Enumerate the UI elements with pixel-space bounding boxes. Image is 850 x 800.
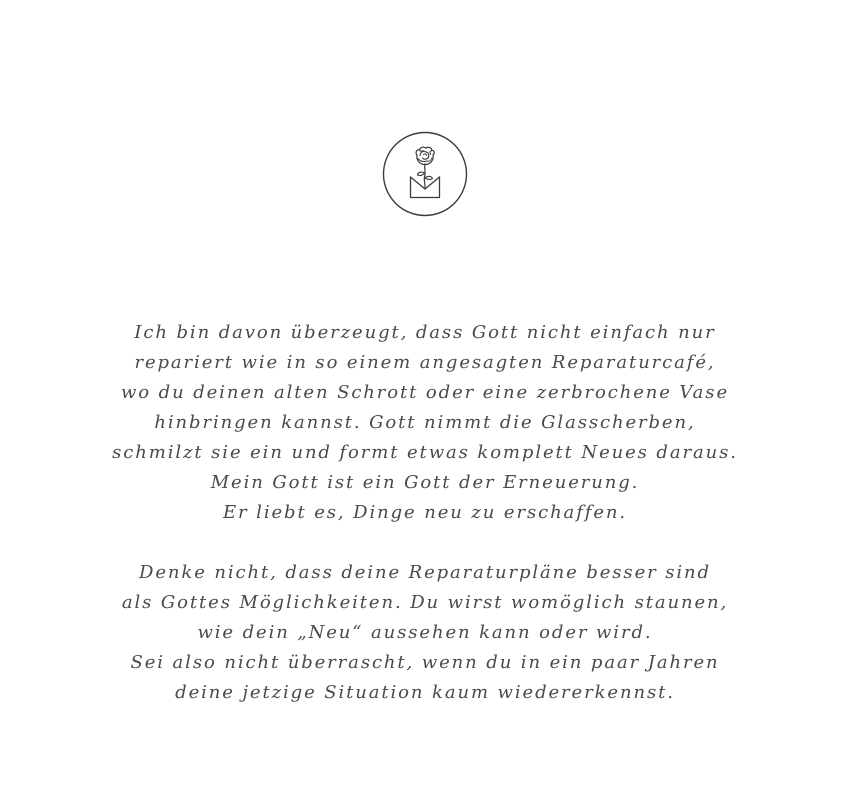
text-line: Sei also nicht überrascht, wenn du in ein paar Jahren (130, 652, 720, 673)
text-line: wo du deinen alten Schrott oder eine zerbrochene Vase (121, 382, 729, 403)
paragraph-2 (75, 558, 775, 708)
text-line: Denke nicht, dass deine Reparaturpläne besser sind (139, 562, 711, 583)
devotional-text (75, 318, 775, 708)
text-line: wie dein „Neu“ aussehen kann oder wird. (197, 622, 653, 643)
text-line: schmilzt sie ein und formt etwas komplett Neues daraus. (112, 442, 738, 463)
text-line: Ich bin davon überzeugt, dass Gott nicht einfach nur (134, 322, 716, 343)
text-line: Mein Gott ist ein Gott der Erneuerung. (210, 472, 640, 493)
text-line: als Gottes Möglichkeiten. Du wirst womöglich staunen, (121, 592, 729, 613)
text-line: Er liebt es, Dinge neu zu erschaffen. (223, 502, 627, 523)
text-line: repariert wie in so einem angesagten Reparaturcafé, (134, 352, 716, 373)
text-line: deine jetzige Situation kaum wiedererkennst. (175, 682, 675, 703)
rose-in-envelope-icon (382, 131, 468, 217)
text-line: hinbringen kannst. Gott nimmt die Glasscherben, (154, 412, 696, 433)
rose-envelope-emblem (382, 131, 468, 217)
paragraph-1 (75, 318, 775, 528)
